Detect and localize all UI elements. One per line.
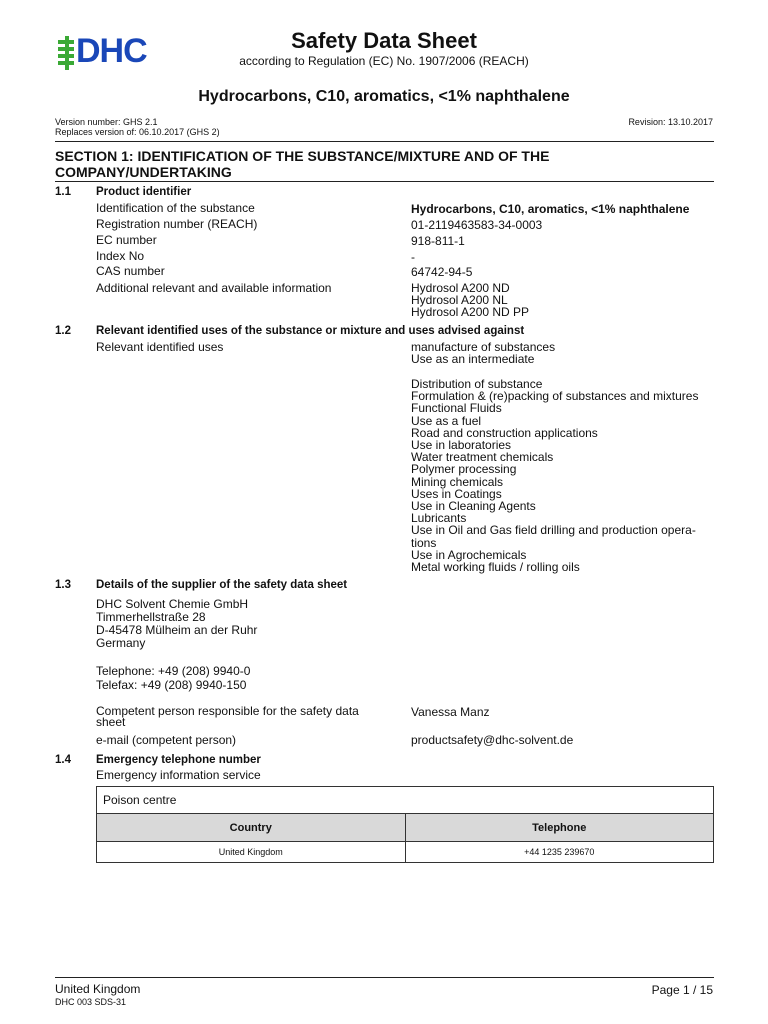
use-item: Mining chemicals: [411, 474, 504, 489]
table-header-row: [97, 814, 714, 842]
subsection-1-1-title: Product identifier: [96, 186, 192, 198]
use-item: Use in laboratories: [411, 438, 512, 453]
trade-name: Hydrosol A200 ND PP: [411, 305, 530, 320]
regulation-subtitle: according to Regulation (EC) No. 1907/2006 (REACH): [239, 54, 529, 68]
supplier-city: D-45478 Mülheim an der Ruhr: [96, 623, 258, 637]
supplier-country: Germany: [96, 636, 146, 650]
logo-wordmark: DHC: [76, 32, 147, 70]
emergency-service-label: Emergency information service: [96, 768, 261, 782]
competent-person-value: Vanessa Manz: [411, 705, 490, 719]
email-value[interactable]: productsafety@dhc-solvent.de: [411, 733, 574, 747]
use-item: Functional Fluids: [411, 401, 502, 416]
subsection-1-3-number: 1.3: [55, 579, 71, 591]
competent-person-label-line1: Competent person responsible for the safety data: [96, 704, 359, 718]
footer-left: [55, 983, 140, 1008]
column-header-telephone: Telephone: [405, 814, 714, 842]
identified-uses-list-a: [411, 341, 555, 365]
use-item: tions: [411, 535, 437, 550]
use-item: Road and construction applications: [411, 425, 598, 440]
footer-divider: [55, 977, 714, 978]
header-divider: [55, 141, 714, 142]
identified-uses-list-b: [411, 378, 698, 573]
use-item: Lubricants: [411, 511, 467, 526]
use-item: manufacture of substances: [411, 340, 556, 354]
subsection-1-2-title: Relevant identified uses of the substance or mixture and uses advised against: [96, 325, 525, 337]
column-header-country: Country: [97, 814, 406, 842]
poison-centre-table: [96, 786, 714, 863]
use-item: Uses in Coatings: [411, 486, 502, 501]
supplier-telefax: Telefax: +49 (208) 9940-150: [96, 678, 247, 692]
section-1-heading-line2: COMPANY/UNDERTAKING: [55, 164, 232, 180]
subsection-1-2-number: 1.2: [55, 325, 71, 337]
page-number: Page 1 / 15: [651, 983, 713, 997]
use-item: Water treatment chemicals: [411, 450, 554, 465]
product-name: Hydrocarbons, C10, aromatics, <1% naphthalene: [198, 88, 570, 105]
additional-info-label: Additional relevant and available information: [96, 281, 332, 295]
replaces-version: Replaces version of: 06.10.2017 (GHS 2): [55, 127, 220, 137]
version-info: [55, 117, 220, 137]
competent-person-label-line2: sheet: [96, 715, 126, 729]
footer-country: United Kingdom: [55, 982, 141, 996]
use-item: Use in Oil and Gas field drilling and production opera-: [411, 523, 696, 538]
subsection-1-4-number: 1.4: [55, 754, 71, 766]
use-item: Polymer processing: [411, 462, 517, 477]
use-item: Use as an intermediate: [411, 352, 535, 367]
revision-date: Revision: 13.10.2017: [628, 117, 713, 127]
supplier-street: Timmerhellstraße 28: [96, 610, 206, 624]
supplier-address: [96, 598, 257, 650]
competent-person-label: [96, 706, 359, 728]
index-no-label: Index No: [96, 249, 145, 263]
subsection-1-1-number: 1.1: [55, 186, 71, 198]
section-1-heading: [55, 148, 714, 180]
use-item: Use in Agrochemicals: [411, 547, 527, 562]
cas-number-value: 64742-94-5: [411, 265, 473, 279]
cas-number-label: CAS number: [96, 264, 165, 278]
registration-label: Registration number (REACH): [96, 217, 258, 231]
identification-value: Hydrocarbons, C10, aromatics, <1% naphthalene: [411, 202, 690, 216]
trade-name: Hydrosol A200 NL: [411, 293, 508, 308]
ec-number-label: EC number: [96, 233, 157, 247]
table-row: [97, 842, 714, 863]
section-divider: [55, 181, 714, 182]
ec-number-value: 918-811-1: [411, 234, 465, 248]
subsection-1-4-title: Emergency telephone number: [96, 754, 261, 766]
table-caption: Poison centre: [97, 787, 714, 814]
use-item: Use as a fuel: [411, 413, 482, 428]
trade-name: Hydrosol A200 ND: [411, 281, 510, 295]
supplier-telephone: Telephone: +49 (208) 9940-0: [96, 664, 251, 678]
cell-country: United Kingdom: [97, 842, 406, 863]
version-number: Version number: GHS 2.1: [55, 117, 158, 127]
cell-telephone: +44 1235 239670: [405, 842, 714, 863]
use-item: Metal working fluids / rolling oils: [411, 560, 580, 575]
identification-label: Identification of the substance: [96, 201, 255, 215]
identified-uses-label: Relevant identified uses: [96, 340, 224, 354]
document-title: Safety Data Sheet: [291, 28, 477, 53]
section-1-heading-line1: SECTION 1: IDENTIFICATION OF THE SUBSTANCE/MIXTURE AND OF THE: [55, 148, 550, 164]
supplier-contact: [96, 664, 250, 692]
subsection-1-3-title: Details of the supplier of the safety data sheet: [96, 579, 348, 591]
registration-value: 01-2119463583-34-0003: [411, 218, 543, 232]
email-label: e-mail (competent person): [96, 733, 237, 747]
use-item: Use in Cleaning Agents: [411, 499, 536, 514]
supplier-name: DHC Solvent Chemie GmbH: [96, 597, 249, 611]
use-item: Formulation & (re)packing of substances and mixtures: [411, 389, 699, 404]
index-no-value: -: [411, 250, 415, 264]
additional-info-values: [411, 282, 529, 319]
footer-doc-code: DHC 003 SDS-31: [55, 997, 127, 1007]
use-item: Distribution of substance: [411, 377, 543, 391]
